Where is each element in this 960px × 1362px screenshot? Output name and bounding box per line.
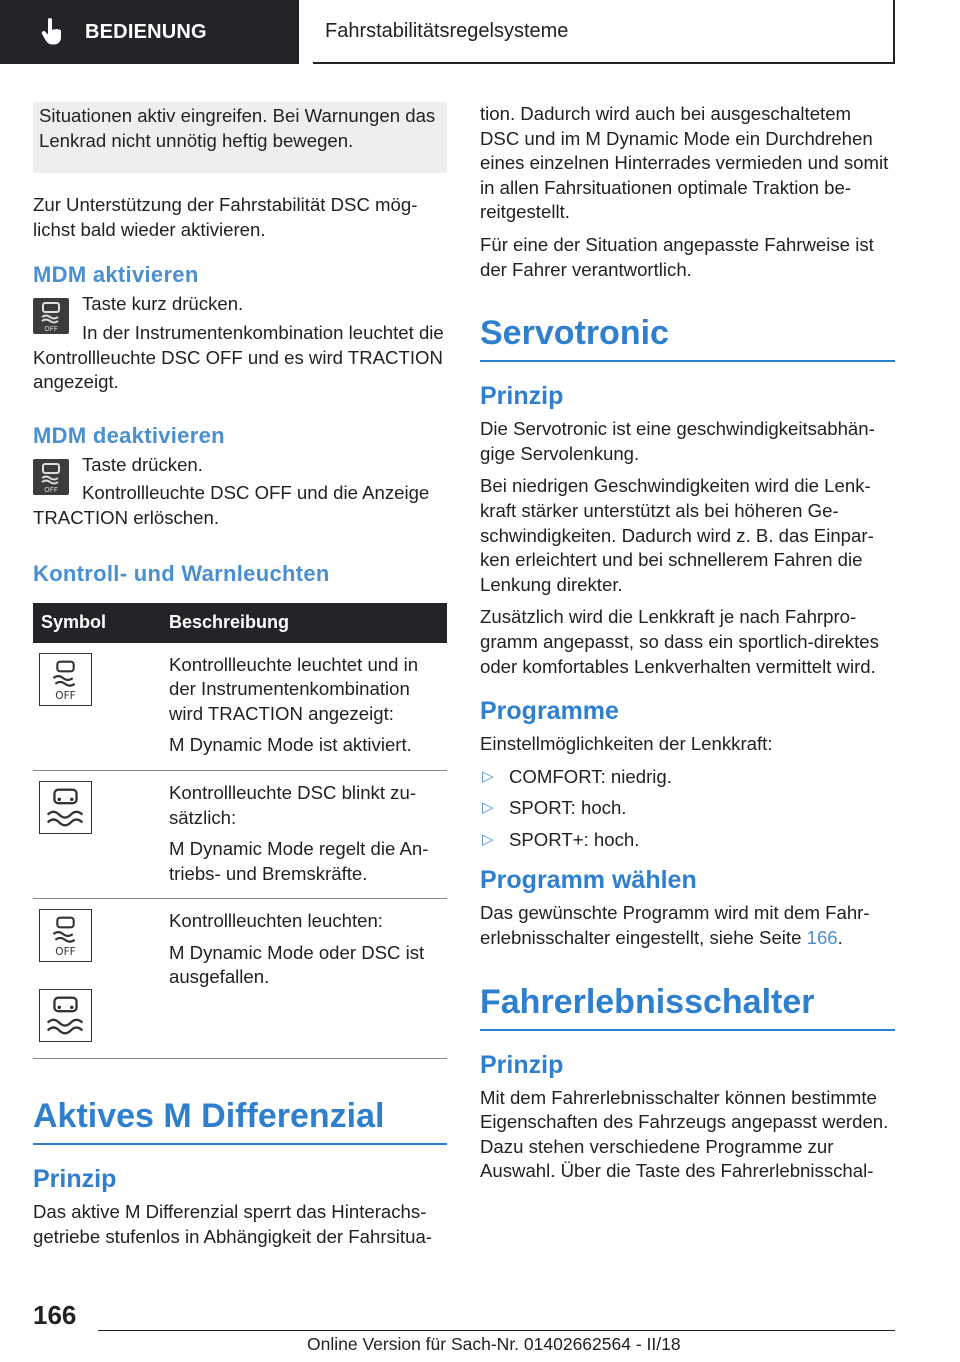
select-program-heading: Programm wählen xyxy=(480,866,697,895)
description-cell xyxy=(169,899,447,1059)
table-row xyxy=(33,770,447,898)
triangle-bullet-icon: ▷ xyxy=(482,799,494,817)
description-text: M Dynamic Mode ist aktiviert. xyxy=(169,734,412,756)
description-text: Kontrollleuchte leuchtet und in der Instrumentenkombination wird TRACTION angezeigt: xyxy=(169,653,419,724)
paragraph: Das aktive M Differenzial sperrt das Hinterachsgetriebe stufenlos in Abhängigkeit der Fahrsitua- xyxy=(33,1201,432,1248)
programs-heading: Programme xyxy=(480,697,619,726)
description-text: Kontrollleuchten leuchten: xyxy=(169,910,383,932)
column-header-symbol: Symbol xyxy=(33,603,169,643)
paragraph: Das gewünschte Programm wird mit dem Fahrerlebnisschalter eingestellt, siehe Seite 166. xyxy=(480,902,870,949)
table-header-row xyxy=(33,603,447,643)
right-column xyxy=(480,102,895,1192)
paragraph: Zusätzlich wird die Lenkkraft je nach Fahrprogramm angepasst, so dass ein sportlich-direktes oder komfortables Lenkverhalten vermittelt wird. xyxy=(480,606,879,677)
section-title-servotronic: Servotronic xyxy=(480,312,895,362)
list-item: ▷ SPORT+: hoch. xyxy=(480,828,895,853)
section-title: BEDIENUNG xyxy=(85,20,207,43)
page-number: 166 xyxy=(33,1300,77,1330)
symbol-cell xyxy=(33,899,169,1059)
triangle-bullet-icon: ▷ xyxy=(482,830,494,848)
description-cell xyxy=(169,643,447,771)
principle-heading: Prinzip xyxy=(480,1050,564,1079)
dsc-off-button-icon xyxy=(33,298,69,334)
indicator-table xyxy=(33,603,447,1060)
svg-text:OFF: OFF xyxy=(44,325,58,334)
paragraph: Die Servotronic ist eine geschwindigkeitsabhängige Servolenkung. xyxy=(480,418,875,464)
lamps-heading: Kontroll- und Warnleuchten xyxy=(33,560,330,586)
hand-pointer-icon xyxy=(41,18,63,46)
dsc-off-lamp-icon xyxy=(39,653,92,706)
footer-divider xyxy=(98,1330,895,1331)
section-title-diff: Aktives M Differenzial xyxy=(33,1095,447,1145)
description-text: M Dynamic Mode regelt die Antriebs- und Bremskräfte. xyxy=(169,838,429,884)
table-row xyxy=(33,643,447,771)
paragraph: Bei niedrigen Geschwindigkeiten wird die Lenkkraft stärker unterstützt als bei höheren Geschwindigkeiten. Dadurch wird z. B. das Einparken erleichtert und bei schnellerem Fahren die Lenkung direkter. xyxy=(480,475,874,595)
note-box xyxy=(33,102,447,173)
mdm-on-heading: MDM aktivieren xyxy=(33,262,199,288)
paragraph: Mit dem Fahrerlebnisschalter können bestimmte Eigenschaften des Fahrzeugs angepasst werden. Dazu stehen verschiedene Programme zur Auswahl. Über die Taste des Fahrerlebnisschal- xyxy=(480,1086,889,1182)
step-text: Taste kurz drücken. xyxy=(82,293,244,315)
note-text: Situationen aktiv eingreifen. Bei Warnungen das Lenkrad nicht unnötig heftig bewegen. xyxy=(39,105,436,151)
paragraph: Zur Unterstützung der Fahrstabilität DSC möglichst bald wieder aktivieren. xyxy=(33,194,418,240)
footer-text: Online Version für Sach-Nr. 01402662564 - II/18 xyxy=(307,1334,681,1354)
paragraph: Einstellmöglichkeiten der Lenkkraft: xyxy=(480,733,773,755)
paragraph: Kontrollleuchte DSC OFF und die Anzeige TRACTION erlöschen. xyxy=(33,482,430,528)
symbol-cell xyxy=(33,770,169,898)
description-text: M Dynamic Mode oder DSC ist ausgefallen. xyxy=(169,941,425,988)
description-text: Kontrollleuchte DSC blinkt zusätzlich: xyxy=(169,781,417,828)
svg-text:OFF: OFF xyxy=(44,485,58,494)
dsc-off-button-icon xyxy=(33,459,69,495)
description-cell xyxy=(169,770,447,898)
mdm-off-heading: MDM deaktivieren xyxy=(33,422,225,448)
symbol-cell xyxy=(33,643,169,771)
dsc-off-lamp-icon xyxy=(39,909,92,962)
section-title-fes: Fahrerlebnisschalter xyxy=(480,981,895,1031)
column-header-description: Beschreibung xyxy=(169,603,447,643)
principle-heading: Prinzip xyxy=(33,1165,117,1194)
left-column xyxy=(33,102,447,1258)
section-tab xyxy=(0,0,299,64)
chapter-header xyxy=(313,0,895,64)
triangle-bullet-icon: ▷ xyxy=(482,767,494,785)
paragraph: Für eine der Situation angepasste Fahrweise ist der Fahrer verantwortlich. xyxy=(480,233,874,280)
programs-list xyxy=(480,765,895,853)
list-item: ▷ COMFORT: niedrig. xyxy=(480,765,895,790)
dsc-lamp-icon xyxy=(39,989,92,1042)
dsc-lamp-icon xyxy=(39,781,92,834)
list-item: ▷ SPORT: hoch. xyxy=(480,796,895,821)
step-text: Taste drücken. xyxy=(82,453,203,475)
paragraph: In der Instrumentenkombination leuchtet die Kontrollleuchte DSC OFF und es wird TRACTION angezeigt. xyxy=(33,321,444,393)
table-row xyxy=(33,899,447,1059)
svg-text:OFF: OFF xyxy=(55,689,76,702)
paragraph: tion. Dadurch wird auch bei ausgeschaltetem DSC und im M Dynamic Mode ein Durchdrehen eines einzelnen Hinterrades vermieden und somit in allen Fahrsituationen optimale Traktion bereitgestellt. xyxy=(480,103,889,223)
chapter-title: Fahrstabilitätsregelsysteme xyxy=(325,19,569,42)
principle-heading: Prinzip xyxy=(480,382,564,411)
mdm-on-step xyxy=(33,292,447,422)
page-reference-link[interactable]: 166 xyxy=(806,927,838,949)
mdm-off-step xyxy=(33,453,447,561)
svg-text:OFF: OFF xyxy=(55,946,76,959)
